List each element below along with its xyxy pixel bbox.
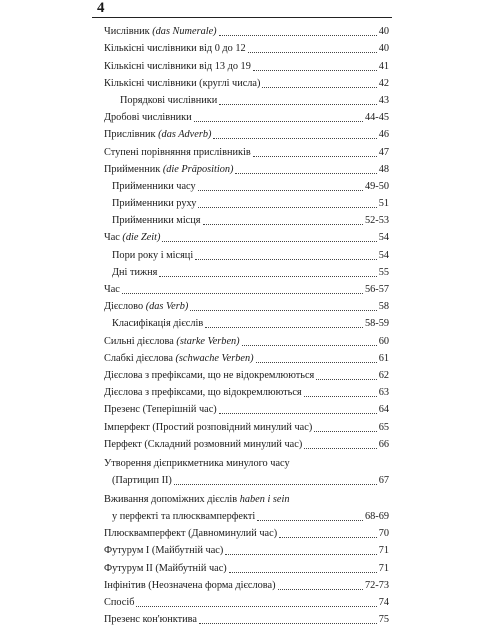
toc-entry-page: 61: [378, 352, 389, 364]
toc-entry-title: [104, 95, 217, 107]
toc-entry-title: [104, 164, 233, 176]
toc-entry-title-text: Порядкові числівники: [120, 94, 218, 106]
toc-entry-title: [104, 147, 251, 159]
dot-leader: [198, 190, 363, 191]
toc-entry[interactable]: [104, 21, 389, 38]
dot-leader: [253, 156, 377, 157]
toc-entry-title-text: Утворення дієприкметника минулого часу: [104, 457, 290, 469]
toc-entry-title-italic: (das Verb): [145, 301, 189, 313]
toc-entry-page: 40: [378, 43, 389, 55]
toc-entry-title-text: Спосіб: [104, 597, 135, 608]
toc-entry-page: 71: [378, 562, 389, 574]
toc-entry[interactable]: [104, 609, 389, 626]
toc-entry-title-text: Прийменник: [104, 163, 163, 175]
toc-entry[interactable]: [104, 575, 389, 592]
toc-entry[interactable]: [104, 38, 389, 55]
page-number: 4: [97, 0, 105, 16]
dot-leader: [279, 537, 377, 538]
toc-entry-page: 43: [378, 94, 389, 106]
toc-entry-title-text: Дробові числівники: [104, 112, 192, 124]
toc-entry-title: [104, 475, 172, 487]
toc-entry-title-text: Дієслова з префіксами, що відокремлюються: [104, 387, 302, 399]
toc-entry-title-text: Числівник: [104, 26, 153, 38]
dot-leader: [248, 52, 377, 53]
toc-entry-title-text: Перфект (Складний розмовний минулий час): [104, 438, 303, 450]
toc-entry-title-text: Ступені порівняння прислівників: [104, 146, 251, 158]
toc-entry[interactable]: [104, 523, 389, 540]
toc-entry[interactable]: [104, 592, 389, 609]
toc-entry-page: 72-73: [364, 579, 389, 591]
dot-leader: [159, 276, 376, 277]
dot-leader: [253, 70, 377, 71]
toc-entry-page: 66: [378, 438, 389, 450]
toc-entry-title-text: Класифікація дієслів: [112, 318, 204, 330]
toc-entry-page: 74: [378, 597, 389, 608]
toc-entry-page: 65: [378, 421, 389, 433]
toc-entry[interactable]: [104, 227, 389, 244]
toc-entry[interactable]: [104, 382, 389, 399]
dot-leader: [219, 413, 377, 414]
toc-entry-title-text: Прислівник: [104, 129, 159, 141]
toc-entry[interactable]: [104, 159, 389, 176]
toc-entry-page: 56-57: [364, 284, 389, 295]
toc-entry-title-text: Пори року і місяці: [112, 249, 194, 261]
toc-entry-page: 42: [378, 77, 389, 89]
toc-entry-title: [104, 528, 277, 540]
toc-entry-page: 44-45: [364, 112, 389, 124]
toc-entry-page: 70: [378, 528, 389, 540]
toc-entry[interactable]: [104, 279, 389, 296]
dot-leader: [225, 554, 376, 555]
toc-entry-title: [104, 198, 196, 210]
toc-entry-title-text: у перфекті та плюсквамперфекті: [112, 511, 256, 523]
toc-entry-title-text: Кількісні числівники (круглі числа): [104, 77, 261, 89]
toc-entry-page: 46: [378, 129, 389, 141]
toc-entry-title-text: Вживання допоміжних дієслів: [104, 493, 240, 505]
toc-entry-page: 58: [378, 301, 389, 313]
toc-entry-title: [104, 181, 196, 193]
toc-entry-page: 64: [378, 404, 389, 416]
toc-entry-title: [104, 301, 188, 313]
toc-entry-title: [104, 614, 197, 626]
toc-entry-page: 68-69: [364, 511, 389, 523]
toc-entry-page: 47: [378, 146, 389, 158]
toc-entry-line1[interactable]: [104, 487, 389, 506]
toc-entry[interactable]: [104, 141, 389, 158]
dot-leader: [229, 572, 377, 573]
dot-leader: [242, 345, 377, 346]
toc-entry[interactable]: [104, 348, 389, 365]
toc-entry-title: [104, 580, 276, 592]
toc-entry-page: 40: [378, 26, 389, 38]
toc-entry-title-italic: (starke Verben): [176, 335, 240, 347]
toc-entry-title-text: (Партицип II): [112, 474, 172, 486]
toc-entry-title: [104, 112, 192, 124]
toc-entry[interactable]: [104, 210, 389, 227]
toc-entry-title-text: Сильні дієслова: [104, 335, 177, 347]
toc-entry-title: [104, 404, 217, 416]
toc-entry-title: [104, 267, 157, 279]
toc-entry-line2[interactable]: [104, 470, 389, 487]
toc-entry-title-text: Прийменники місця: [112, 215, 201, 227]
toc-entry[interactable]: [104, 244, 389, 261]
toc-entry-page: 41: [378, 60, 389, 72]
toc-entry-title-italic: (das Adverb): [158, 129, 212, 141]
toc-entry-title-text: Плюсквамперфект (Давноминулий час): [104, 528, 278, 540]
toc-entry-title: [104, 284, 120, 296]
dot-leader: [136, 606, 376, 607]
toc-entry[interactable]: [104, 434, 389, 451]
dot-leader: [213, 138, 376, 139]
toc-entry-title: [104, 250, 193, 262]
dot-leader: [190, 310, 376, 311]
toc-entry-title: [104, 458, 290, 470]
toc-entry-title-italic: (schwache Verben): [175, 352, 254, 364]
toc-entry[interactable]: [104, 262, 389, 279]
toc-entry[interactable]: [104, 73, 389, 90]
toc-entry-title: [104, 563, 227, 575]
dot-leader: [219, 35, 377, 36]
toc-entry-page: 60: [378, 335, 389, 347]
dot-leader: [195, 259, 377, 260]
toc-entry-line1[interactable]: [104, 451, 389, 470]
dot-leader: [316, 379, 376, 380]
toc-entry-page: 54: [378, 232, 389, 244]
toc-entry[interactable]: [104, 107, 389, 124]
toc-entry-title-italic: (das Numerale): [152, 26, 217, 38]
toc-entry-title-text: Презенс кон'юнктива: [104, 614, 197, 626]
dot-leader: [122, 293, 363, 294]
toc-entry-title: [104, 43, 246, 55]
toc-entry-title: [104, 215, 201, 227]
toc-entry-title-text: Кількісні числівники від 13 до 19: [104, 60, 251, 72]
toc-entry[interactable]: [104, 313, 389, 330]
toc-entry[interactable]: [104, 416, 389, 433]
toc-entry-page: 48: [378, 163, 389, 175]
toc-entry-title-text: Прийменники часу: [112, 180, 196, 192]
dot-leader: [304, 396, 377, 397]
toc-entry-line2[interactable]: [104, 506, 389, 523]
dot-leader: [262, 87, 376, 88]
toc-entry-title-text: Презенс (Теперішній час): [104, 404, 217, 416]
toc-entry-title: [104, 387, 302, 399]
dot-leader: [162, 241, 376, 242]
toc-entry[interactable]: [104, 124, 389, 141]
dot-leader: [194, 121, 363, 122]
toc-entry-title-italic: (die Zeit): [122, 232, 161, 244]
toc-entry-title: [104, 353, 254, 365]
toc-entry-title-text: Кількісні числівники від 0 до 12: [104, 43, 246, 55]
toc-entry-page: 58-59: [364, 318, 389, 330]
toc-entry-title: [104, 422, 312, 434]
toc-entry-title: [104, 439, 302, 451]
toc-entry[interactable]: [104, 540, 389, 557]
toc-entry[interactable]: [104, 90, 389, 107]
toc-entry-title-text: Інфінітив (Неозначена форма дієслова): [104, 579, 276, 591]
toc-entry-title: [104, 511, 255, 523]
toc-entry-title: [104, 318, 203, 330]
toc-entry-title: [104, 336, 240, 348]
toc-entry-page: 62: [378, 369, 389, 381]
toc-entry-title: [104, 370, 314, 382]
toc-entry-title-text: Дієслова з префіксами, що не відокремлюються: [104, 369, 315, 381]
toc-entry-page: 49-50: [364, 180, 389, 192]
toc-entry-page: 63: [378, 387, 389, 399]
toc-entry-page: 67: [378, 474, 389, 486]
dot-leader: [304, 448, 376, 449]
toc-entry[interactable]: [104, 557, 389, 574]
toc-entry-page: 75: [378, 614, 389, 626]
toc-entry-title: [104, 129, 211, 141]
dot-leader: [235, 173, 376, 174]
toc-entry-page: 52-53: [364, 215, 389, 227]
dot-leader: [199, 623, 377, 624]
dot-leader: [257, 520, 363, 521]
toc-entry[interactable]: [104, 55, 389, 72]
toc-entry-title-text: Футурум І (Майбутній час): [104, 545, 224, 557]
toc-entry-title-text: Імперфект (Простий розповідний минулий час): [104, 421, 313, 433]
toc-entry-title-text: Дні тижня: [112, 266, 158, 278]
toc-entry-page: 54: [378, 249, 389, 261]
toc-entry-title: [104, 545, 223, 557]
dot-leader: [219, 104, 376, 105]
toc-entry-page: 55: [378, 266, 389, 278]
dot-leader: [203, 224, 363, 225]
toc-entry-title-text: Слабкі дієслова: [104, 352, 176, 364]
toc-entry-title: [104, 78, 260, 90]
toc-entry[interactable]: [104, 176, 389, 193]
toc-entry[interactable]: [104, 296, 389, 313]
toc-entry-title-text: Футурум II (Майбутній час): [104, 562, 227, 574]
toc-entry-title-italic: (die Präposition): [162, 163, 234, 175]
toc-entry-title: [104, 597, 134, 609]
toc-entry-title-text: Дієслово: [104, 301, 146, 313]
dot-leader: [314, 431, 376, 432]
toc-entry[interactable]: [104, 399, 389, 416]
table-of-contents: [104, 21, 389, 626]
toc-entry-title-text: Час: [104, 284, 120, 295]
toc-entry-page: 51: [378, 198, 389, 210]
dot-leader: [174, 484, 377, 485]
header-rule: [92, 17, 392, 18]
toc-entry[interactable]: [104, 365, 389, 382]
toc-entry-title-text: Прийменники руху: [112, 198, 197, 210]
dot-leader: [198, 207, 376, 208]
toc-entry-title-italic: haben і sein: [239, 493, 290, 505]
dot-leader: [278, 589, 363, 590]
toc-entry-title-text: Час: [104, 232, 123, 244]
toc-entry[interactable]: [104, 330, 389, 347]
toc-entry-title: [104, 26, 217, 38]
dot-leader: [205, 327, 363, 328]
toc-entry-title: [104, 61, 251, 73]
toc-entry-title: [104, 232, 160, 244]
dot-leader: [256, 362, 377, 363]
toc-entry-page: 71: [378, 545, 389, 557]
toc-entry[interactable]: [104, 193, 389, 210]
